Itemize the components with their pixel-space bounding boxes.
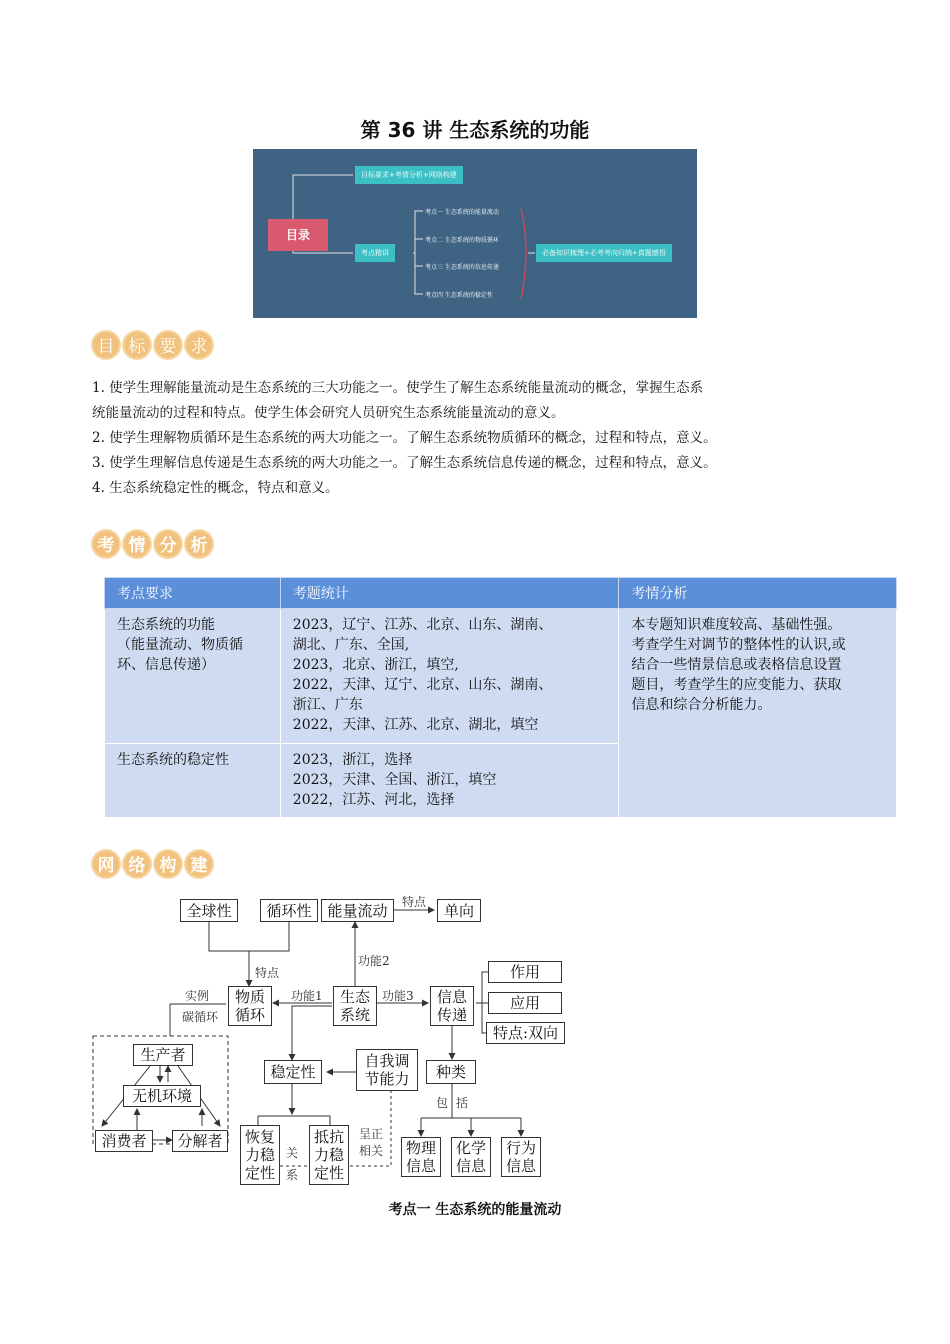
cell-line: 2022，天津、江苏、北京、湖北，填空 — [292, 717, 539, 733]
requirement-line: 统能量流动的过程和特点。使学生体会研究人员研究生态系统能量流动的意义。 — [92, 405, 565, 421]
node-resistance-stability: 抵抗 力稳 定性 — [309, 1125, 349, 1185]
requirements-list — [92, 376, 872, 501]
label-trait2: 特点 — [255, 966, 280, 980]
label-relation: 关 系 — [286, 1146, 299, 1182]
section-badge-network — [91, 849, 214, 879]
table-cell-analysis — [619, 609, 897, 818]
requirement-line: 1. 使学生理解能量流动是生态系统的三大功能之一。使学生了解生态系统能量流动的概念，掌握生态系 — [92, 380, 704, 396]
cell-line: 2023，天津、全国、浙江，填空 — [292, 772, 497, 788]
badge-char: 析 — [184, 529, 214, 559]
node-chemical-info: 化学 信息 — [451, 1137, 491, 1177]
badge-char: 目 — [91, 330, 121, 360]
page-title: 第 36 讲 生态系统的功能 — [360, 118, 590, 142]
toc-point-2: 考点二 生态系统的物质循环 — [425, 237, 499, 244]
node-role: 作用 — [488, 961, 562, 983]
cell-line: 生态系统的稳定性 — [117, 752, 229, 768]
cell-line: 考查学生对调节的整体性的认识,或 — [631, 637, 846, 653]
badge-char: 分 — [153, 529, 183, 559]
node-self-regulation: 自我调 节能力 — [356, 1049, 418, 1091]
label-include: 包括 — [436, 1096, 477, 1110]
toc-point-4: 考点四 生态系统的稳定性 — [425, 292, 493, 299]
toc-branch-points: 考点精讲 — [355, 244, 395, 262]
label-positive-correlation: 呈正 相关 — [359, 1127, 384, 1158]
label-function2: 功能2 — [358, 954, 390, 968]
cell-line: 生态系统的功能 — [117, 617, 215, 633]
cell-line: 信息和综合分析能力。 — [631, 697, 772, 713]
label-example: 实例 — [185, 989, 210, 1003]
table-header: 考点要求 — [105, 578, 281, 609]
cell-line: 2023，浙江，选择 — [292, 752, 413, 768]
badge-char: 求 — [184, 330, 214, 360]
badge-char: 构 — [153, 849, 183, 879]
node-material-cycle: 物质 循环 — [228, 986, 272, 1026]
cell-line: 2022，天津、辽宁、北京、山东、湖南、 — [292, 677, 553, 693]
cell-line: 2023，北京、浙江，填空, — [292, 657, 459, 673]
node-energy-flow: 能量流动 — [321, 899, 394, 922]
node-cyclic: 循环性 — [260, 899, 318, 922]
node-ecosystem: 生态 系统 — [333, 986, 377, 1026]
toc-root: 目录 — [268, 219, 328, 251]
node-recovery-stability: 恢复 力稳 定性 — [240, 1125, 280, 1185]
label-function1: 功能1 — [291, 989, 323, 1003]
concept-network-diagram — [90, 894, 570, 1194]
exam-analysis-table — [104, 577, 897, 818]
badge-char: 标 — [122, 330, 152, 360]
badge-char: 建 — [184, 849, 214, 879]
label-carbon-cycle: 碳循环 — [182, 1010, 219, 1024]
cell-line: 浙江、广东 — [292, 697, 363, 713]
table-cell-requirement — [105, 744, 281, 818]
cell-line: 湖北、广东、全国, — [292, 637, 410, 653]
node-one-way: 单向 — [437, 899, 481, 922]
cell-line: 2022，江苏、河北，选择 — [292, 792, 455, 808]
node-decomposer: 分解者 — [172, 1130, 228, 1152]
section-badge-goals — [91, 330, 214, 360]
requirement-line: 2. 使学生理解物质循环是生态系统的两大功能之一。了解生态系统物质循环的概念，过程和特点，意义。 — [92, 430, 717, 446]
requirement-line: 4. 生态系统稳定性的概念，特点和意义。 — [92, 480, 339, 496]
table-cell-stats — [280, 744, 619, 818]
node-consumer: 消费者 — [95, 1130, 153, 1152]
cell-line: 本专题知识难度较高、基础性强。 — [631, 617, 842, 633]
badge-char: 要 — [153, 330, 183, 360]
toc-branch-goals: 目标要求+考情分析+网络构建 — [355, 166, 463, 184]
cell-line: 结合一些情景信息或表格信息设置 — [631, 657, 842, 673]
cell-line: （能量流动、物质循 — [117, 637, 243, 653]
table-cell-requirement — [105, 609, 281, 744]
table-cell-stats — [280, 609, 619, 744]
section-caption: 考点一 生态系统的能量流动 — [388, 1202, 562, 1218]
node-behavior-info: 行为 信息 — [501, 1137, 541, 1177]
node-physical-info: 物理 信息 — [401, 1137, 441, 1177]
table-header: 考情分析 — [619, 578, 897, 609]
requirement-line: 3. 使学生理解信息传递是生态系统的两大功能之一。了解生态系统信息传递的概念，过程和特点，意义。 — [92, 455, 717, 471]
badge-char: 情 — [122, 529, 152, 559]
node-global: 全球性 — [180, 899, 238, 922]
label-trait: 特点 — [402, 895, 427, 909]
cell-line: 环、信息传递） — [117, 657, 215, 673]
section-badge-analysis — [91, 529, 214, 559]
badge-char: 网 — [91, 849, 121, 879]
node-stability: 稳定性 — [264, 1060, 322, 1084]
cell-line: 题目，考查学生的应变能力、获取 — [631, 677, 842, 693]
cell-line: 2023，辽宁、江苏、北京、山东、湖南、 — [292, 617, 553, 633]
node-producer: 生产者 — [133, 1044, 193, 1066]
node-application: 应用 — [488, 992, 562, 1014]
badge-char: 考 — [91, 529, 121, 559]
table-header: 考题统计 — [280, 578, 619, 609]
toc-point-3: 考点三 生态系统的信息传递 — [425, 264, 499, 271]
toc-banner — [253, 149, 697, 318]
node-trait-two-way: 特点:双向 — [486, 1022, 565, 1044]
node-info-transfer: 信息 传递 — [430, 986, 474, 1026]
toc-summary: 必备知识梳理+必考考向归纳+真题感悟 — [536, 244, 672, 262]
toc-point-1: 考点一 生态系统的能量流动 — [425, 209, 499, 216]
badge-char: 络 — [122, 849, 152, 879]
node-kinds: 种类 — [426, 1060, 476, 1084]
node-inorganic-env: 无机环境 — [123, 1085, 201, 1107]
label-function3: 功能3 — [382, 989, 414, 1003]
